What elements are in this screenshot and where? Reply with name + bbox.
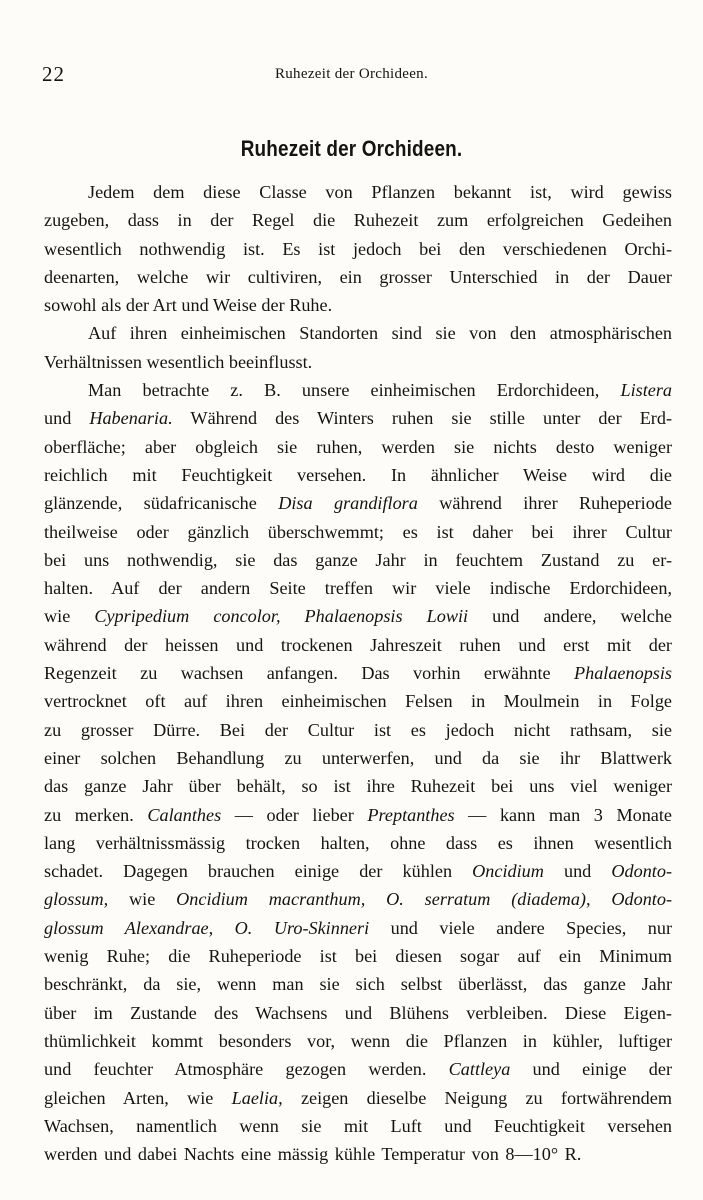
text-line bbox=[44, 574, 672, 602]
italic-text: Odonto- bbox=[611, 861, 673, 882]
text-segment: glänzende, südafricanische bbox=[44, 493, 279, 514]
text-segment: und viele andere Species, nur bbox=[369, 917, 673, 938]
text-segment: und feuchter Atmosphäre gezogen werden. bbox=[44, 1059, 449, 1080]
text-line bbox=[44, 744, 672, 772]
italic-text: Calanthes bbox=[147, 804, 222, 825]
italic-text: glossum, bbox=[44, 889, 109, 910]
text-line bbox=[44, 1027, 672, 1055]
text-segment: über im Zustande des Wachsens und Blühens verbleiben. Diese Eigen- bbox=[44, 1002, 672, 1023]
text-segment: und andere, welche bbox=[468, 606, 672, 627]
text-segment: wie bbox=[44, 606, 95, 627]
text-line bbox=[44, 687, 672, 715]
text-line bbox=[44, 206, 672, 234]
text-line bbox=[44, 348, 672, 376]
text-segment: Jedem dem diese Classe von Pflanzen bekannt ist, wird gewiss bbox=[88, 182, 672, 202]
page-header bbox=[42, 62, 661, 86]
text-line bbox=[44, 518, 672, 546]
italic-text: Oncidium macranthum, O. serratum (diadema), Odonto- bbox=[176, 889, 672, 910]
text-segment: vertrocknet oft auf ihren einheimischen Felsen in Moulmein in Folge bbox=[44, 691, 672, 712]
text-line bbox=[44, 602, 672, 630]
text-segment: — kann man 3 Monate bbox=[454, 804, 672, 825]
text-segment: während der heissen und trockenen Jahreszeit ruhen und erst mit der bbox=[44, 634, 672, 655]
italic-text: Laelia, bbox=[231, 1087, 283, 1108]
body-text bbox=[44, 178, 672, 1168]
text-segment: zugeben, dass in der Regel die Ruhezeit zum erfolgreichen Gedeihen bbox=[44, 210, 672, 231]
section-title: Ruhezeit der Orchideen. bbox=[240, 136, 463, 161]
text-segment: deenarten, welche wir cultiviren, ein grosser Unterschied in der Dauer bbox=[44, 266, 672, 287]
text-line bbox=[44, 178, 672, 206]
text-line bbox=[44, 1055, 672, 1083]
text-segment: zu grosser Dürre. Bei der Cultur ist es jedoch nicht rathsam, sie bbox=[44, 719, 672, 740]
text-line bbox=[44, 716, 672, 744]
text-segment: wesentlich nothwendig ist. Es ist jedoch bei den verschiedenen Orchi- bbox=[44, 238, 672, 259]
page-number: 22 bbox=[42, 62, 65, 86]
text-segment: zeigen dieselbe Neigung zu fortwährendem bbox=[282, 1087, 672, 1108]
text-line bbox=[44, 235, 672, 263]
text-line bbox=[44, 829, 672, 857]
text-line bbox=[44, 489, 672, 517]
text-line bbox=[44, 1140, 672, 1168]
text-segment: sowohl als der Art und Weise der Ruhe. bbox=[44, 295, 333, 316]
italic-text: Cattleya bbox=[448, 1059, 511, 1080]
text-segment: oberfläche; aber obgleich sie ruhen, werden sie nichts desto weniger bbox=[44, 436, 672, 457]
text-segment: lang verhältnissmässig trocken halten, ohne dass es ihnen wesentlich bbox=[44, 832, 672, 853]
running-head: Ruhezeit der Orchideen. bbox=[274, 66, 429, 82]
text-segment: Auf ihren einheimischen Standorten sind sie von den atmosphärischen bbox=[88, 323, 672, 344]
text-line bbox=[44, 546, 672, 574]
text-segment: Während des Winters ruhen sie stille unter der Erd- bbox=[172, 408, 673, 429]
italic-text: Listera bbox=[620, 380, 672, 401]
text-line bbox=[44, 376, 672, 404]
text-segment: schadet. Dagegen brauchen einige der kühlen bbox=[44, 861, 473, 882]
text-line bbox=[44, 461, 672, 489]
italic-text: Habenaria. bbox=[89, 408, 173, 429]
text-line bbox=[44, 1084, 672, 1112]
text-segment: halten. Auf der andern Seite treffen wir viele indische Erdorchideen, bbox=[44, 578, 672, 599]
text-line bbox=[44, 263, 672, 291]
text-line bbox=[44, 659, 672, 687]
text-segment: das ganze Jahr über behält, so ist ihre Ruhezeit bei uns viel weniger bbox=[44, 776, 672, 797]
text-line bbox=[44, 1112, 672, 1140]
text-segment: theilweise oder gänzlich überschwemmt; es ist daher bei ihrer Cultur bbox=[44, 521, 672, 542]
text-line bbox=[44, 291, 672, 319]
text-segment: zu merken. bbox=[44, 804, 148, 825]
text-segment: einer solchen Behandlung zu unterwerfen, und da sie ihr Blattwerk bbox=[44, 747, 672, 768]
text-line bbox=[44, 942, 672, 970]
text-segment: wie bbox=[108, 889, 177, 910]
text-line bbox=[44, 631, 672, 659]
text-line bbox=[44, 772, 672, 800]
text-segment: gleichen Arten, wie bbox=[44, 1087, 232, 1108]
text-line bbox=[44, 801, 672, 829]
text-line bbox=[44, 914, 672, 942]
text-segment: und einige der bbox=[510, 1059, 672, 1080]
italic-text: Oncidium bbox=[472, 861, 544, 882]
italic-text: Cypripedium concolor, Phalaenopsis Lowii bbox=[94, 606, 469, 627]
text-segment: beschränkt, da sie, wenn man sie sich selbst überlässt, das ganze Jahr bbox=[44, 974, 672, 995]
text-segment: während ihrer Ruheperiode bbox=[417, 493, 672, 514]
text-line bbox=[44, 999, 672, 1027]
text-line bbox=[44, 319, 672, 347]
text-segment: Regenzeit zu wachsen anfangen. Das vorhin erwähnte bbox=[44, 663, 574, 684]
text-segment: — oder lieber bbox=[221, 804, 368, 825]
italic-text: Phalaenopsis bbox=[573, 663, 672, 684]
text-line bbox=[44, 433, 672, 461]
italic-text: Preptanthes bbox=[367, 804, 455, 825]
text-line bbox=[44, 970, 672, 998]
text-segment: Verhältnissen wesentlich beeinflusst. bbox=[44, 351, 313, 372]
text-line bbox=[44, 885, 672, 913]
text-segment: bei uns nothwendig, sie das ganze Jahr in feuchtem Zustand zu er- bbox=[44, 549, 672, 570]
text-line bbox=[44, 857, 672, 885]
text-segment: wenig Ruhe; die Ruheperiode ist bei diesen sogar auf ein Minimum bbox=[44, 946, 672, 967]
text-line bbox=[44, 404, 672, 432]
text-segment: und bbox=[44, 408, 90, 429]
text-segment: Man betrachte z. B. unsere einheimischen Erdorchideen, bbox=[88, 380, 621, 401]
text-segment: Wachsen, namentlich wenn sie mit Luft und Feuchtigkeit versehen bbox=[44, 1115, 672, 1136]
text-segment: werden und dabei Nachts eine mässig kühle Temperatur von 8—10° R. bbox=[44, 1144, 582, 1165]
text-segment: reichlich mit Feuchtigkeit versehen. In ähnlicher Weise wird die bbox=[44, 464, 672, 485]
italic-text: glossum Alexandrae, O. Uro-Skinneri bbox=[44, 917, 370, 938]
italic-text: Disa grandiflora bbox=[278, 493, 418, 514]
text-segment: und bbox=[543, 861, 612, 882]
text-segment: thümlichkeit kommt besonders vor, wenn die Pflanzen in kühler, luftiger bbox=[44, 1030, 672, 1051]
